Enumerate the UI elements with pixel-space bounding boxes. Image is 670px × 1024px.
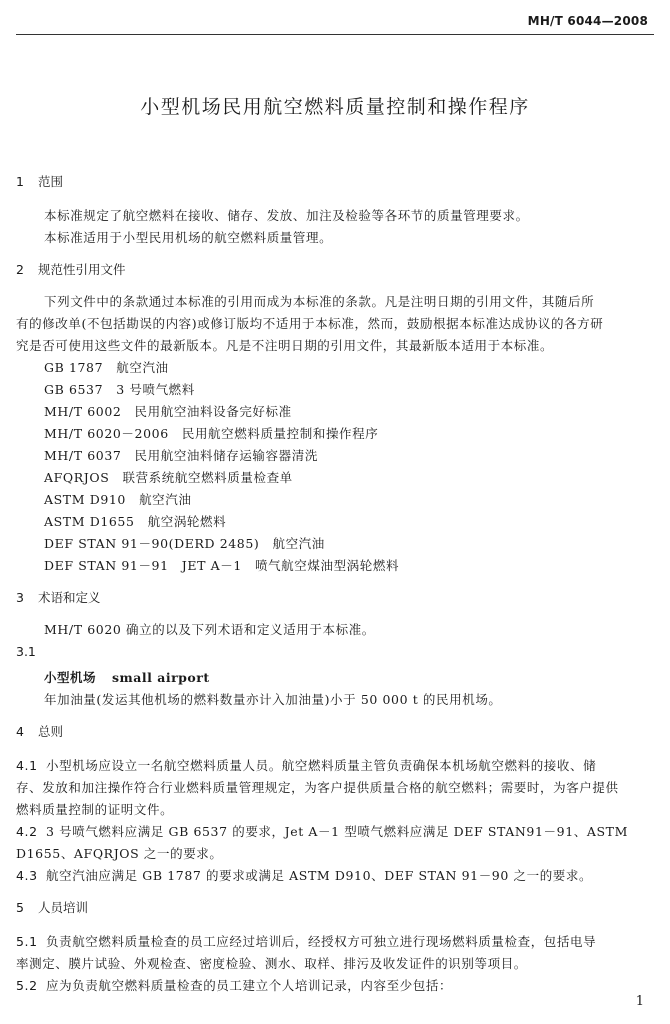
section-title: 人员培训 [38, 900, 89, 915]
page-number: 1 [635, 994, 644, 1009]
clause-number: 5.2 [16, 978, 38, 993]
reference-item: GB 1787 航空汽油 [44, 360, 169, 375]
clause-text: 3 号喷气燃料应满足 GB 6537 的要求，Jet A－1 型喷气燃料应满足 DEF STAN91－91、ASTM [46, 824, 628, 839]
section-number: 1 [16, 174, 24, 189]
section-number: 3 [16, 590, 24, 605]
term-cn: 小型机场 [44, 670, 97, 685]
clause-5-2 [16, 976, 452, 994]
paragraph-line: 本标准规定了航空燃料在接收、储存、发放、加注及检验等各环节的质量管理要求。 [44, 208, 529, 223]
section-title: 范围 [38, 174, 64, 189]
reference-item: MH/T 6020－2006 民用航空燃料质量控制和操作程序 [44, 426, 379, 441]
section-number: 4 [16, 724, 24, 739]
clause-number: 4.1 [16, 758, 38, 773]
reference-item: ASTM D910 航空汽油 [44, 492, 192, 507]
paragraph-line: 率测定、膜片试验、外观检查、密度检验、测水、取样、排污及收发证件的识别等项目。 [16, 956, 527, 971]
clause-4-2 [16, 822, 628, 840]
section-4-heading [16, 722, 63, 740]
clause-4-3 [16, 866, 592, 884]
paragraph-line: 究是否可使用这些文件的最新版本。凡是不注明日期的引用文件，其最新版本适用于本标准。 [16, 338, 554, 353]
section-title: 规范性引用文件 [38, 262, 126, 277]
paragraph-line: 燃料质量控制的证明文件。 [16, 802, 174, 817]
reference-item: ASTM D1655 航空涡轮燃料 [44, 514, 227, 529]
reference-item: DEF STAN 91－90(DERD 2485) 航空汽油 [44, 536, 325, 551]
section-title: 总则 [38, 724, 64, 739]
standard-number: MH/T 6044—2008 [527, 14, 648, 28]
clause-number: 4.3 [16, 868, 38, 883]
section-title: 术语和定义 [38, 590, 101, 605]
section-2-heading [16, 260, 126, 278]
clause-4-1 [16, 756, 596, 774]
clause-number: 5.1 [16, 934, 38, 949]
paragraph-line: 存、发放和加注操作符合行业燃料质量管理规定，为客户提供质量合格的航空燃料；需要时，为客户提供 [16, 780, 619, 795]
term-definition: 年加油量(发运其他机场的燃料数量亦计入加油量)小于 50 000 t 的民用机场。 [44, 692, 502, 707]
paragraph-line: D1655、AFQRJOS 之一的要求。 [16, 846, 223, 861]
header-rule [16, 34, 654, 35]
paragraph-line: MH/T 6020 确立的以及下列术语和定义适用于本标准。 [44, 622, 375, 637]
reference-item: AFQRJOS 联营系统航空燃料质量检查单 [44, 470, 293, 485]
reference-item: GB 6537 3 号喷气燃料 [44, 382, 195, 397]
reference-item: DEF STAN 91－91 JET A－1 喷气航空煤油型涡轮燃料 [44, 558, 400, 573]
section-number: 5 [16, 900, 24, 915]
paragraph-line: 下列文件中的条款通过本标准的引用而成为本标准的条款。凡是注明日期的引用文件，其随后所 [44, 294, 595, 309]
clause-text: 航空汽油应满足 GB 1787 的要求或满足 ASTM D910、DEF STAN 91－90 之一的要求。 [46, 868, 593, 883]
paragraph-line: 本标准适用于小型民用机场的航空燃料质量管理。 [44, 230, 333, 245]
clause-5-1 [16, 932, 596, 950]
clause-text: 小型机场应设立一名航空燃料质量人员。航空燃料质量主管负责确保本机场航空燃料的接收、储 [46, 758, 597, 773]
document-title: 小型机场民用航空燃料质量控制和操作程序 [140, 96, 530, 118]
section-1-heading [16, 172, 63, 190]
section-number: 2 [16, 262, 24, 277]
paragraph-line: 有的修改单(不包括勘误的内容)或修订版均不适用于本标准，然而，鼓励根据本标准达成协议的各方研 [16, 316, 604, 331]
clause-text: 应为负责航空燃料质量检查的员工建立个人培训记录，内容至少包括： [46, 978, 453, 993]
section-3-heading [16, 588, 101, 606]
term-heading [44, 668, 210, 686]
clause-text: 负责航空燃料质量检查的员工应经过培训后，经授权方可独立进行现场燃料质量检查，包括电导 [46, 934, 597, 949]
clause-number: 4.2 [16, 824, 38, 839]
reference-item: MH/T 6002 民用航空油料设备完好标准 [44, 404, 292, 419]
section-5-heading [16, 898, 88, 916]
reference-item: MH/T 6037 民用航空油料储存运输容器清洗 [44, 448, 318, 463]
clause-3-1-number: 3.1 [16, 644, 36, 659]
term-en: small airport [112, 670, 210, 685]
